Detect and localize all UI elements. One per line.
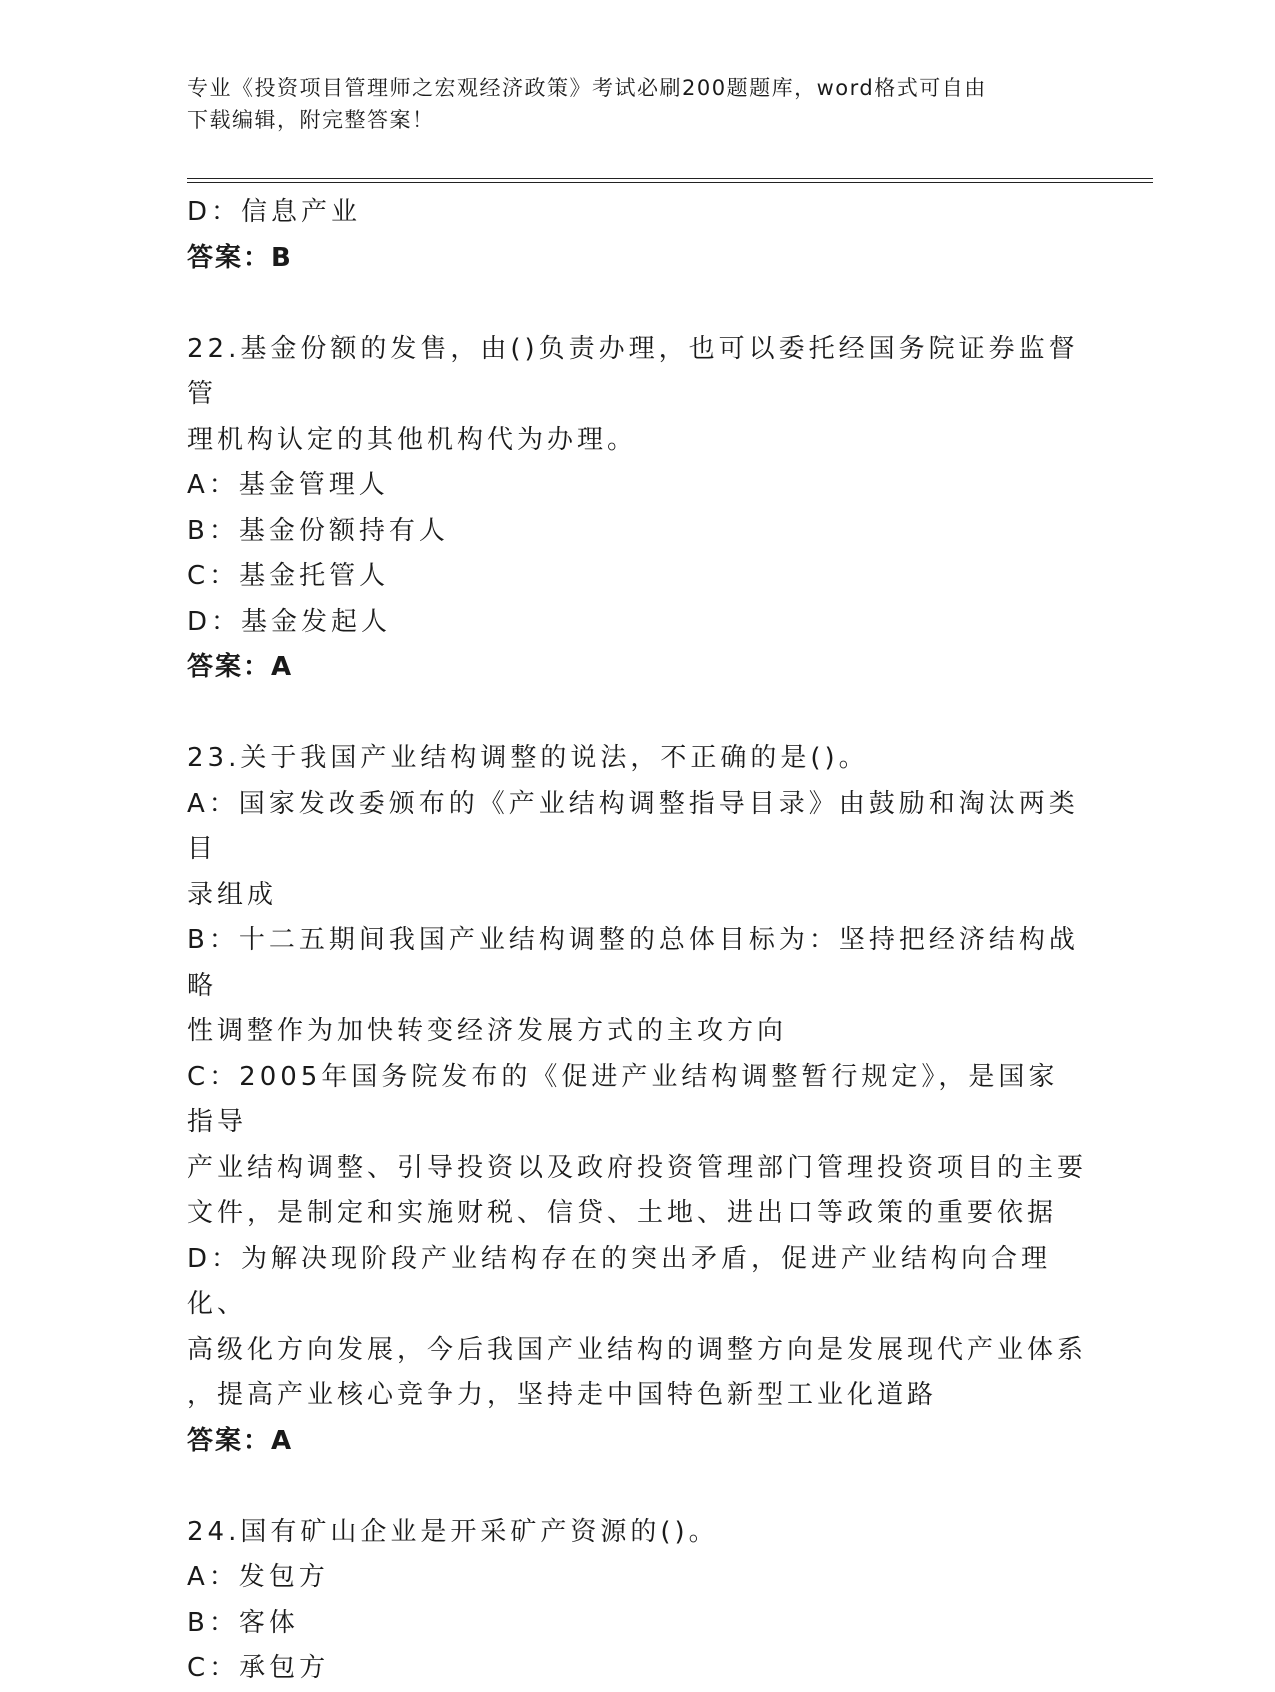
spacer <box>187 691 1087 737</box>
q22-option-a: A：基金管理人 <box>187 470 389 500</box>
q23-stem: 23.关于我国产业结构调整的说法，不正确的是()。 <box>187 743 869 773</box>
header-rule-top <box>187 178 1153 179</box>
q22-answer: 答案：A <box>187 652 294 682</box>
q23-option-c-line-2: 产业结构调整、引导投资以及政府投资管理部门管理投资项目的主要 <box>187 1152 1088 1183</box>
q24-option-c: C：承包方 <box>187 1653 330 1683</box>
q23-option-a-line-2: 录组成 <box>187 879 278 910</box>
document-body <box>187 190 1087 1692</box>
prev-option-d: D：信息产业 <box>187 197 362 227</box>
q23-option-b-line-2: 性调整作为加快转变经济发展方式的主攻方向 <box>187 1016 788 1046</box>
q24-stem: 24.国有矿山企业是开采矿产资源的()。 <box>187 1516 719 1547</box>
spacer <box>187 1464 1087 1510</box>
prev-answer: 答案：B <box>187 242 293 273</box>
q23-option-d-line-1: D：为解决现阶段产业结构存在的突出矛盾，促进产业结构向合理化、 <box>187 1243 1052 1319</box>
q23-option-a-line-1: A：国家发改委颁布的《产业结构调整指导目录》由鼓励和淘汰两类目 <box>187 788 1079 864</box>
q23-option-c-line-3: 文件，是制定和实施财税、信贷、土地、进出口等政策的重要依据 <box>187 1198 1058 1228</box>
q23-option-d-line-2: 高级化方向发展，今后我国产业结构的调整方向是发展现代产业体系 <box>187 1334 1088 1365</box>
header-rule-bottom <box>187 182 1153 183</box>
q22-stem-line-2: 理机构认定的其他机构代为办理。 <box>187 424 638 455</box>
q22-option-c: C：基金托管人 <box>187 561 390 591</box>
q22-option-b: B：基金份额持有人 <box>187 515 449 546</box>
q23-option-b-line-1: B：十二五期间我国产业结构调整的总体目标为：坚持把经济结构战略 <box>187 925 1079 1001</box>
q24-option-b: B：客体 <box>187 1607 299 1638</box>
document-header <box>187 72 1087 136</box>
spacer <box>187 281 1087 327</box>
header-line-1: 专业《投资项目管理师之宏观经济政策》考试必刷200题题库，word格式可自由 <box>187 76 987 100</box>
q23-option-d-line-3: ，提高产业核心竞争力，坚持走中国特色新型工业化道路 <box>187 1380 938 1410</box>
q24-option-a: A：发包方 <box>187 1562 329 1592</box>
q23-answer: 答案：A <box>187 1425 294 1456</box>
q22-stem-line-1: 22.基金份额的发售，由()负责办理，也可以委托经国务院证券监督管 <box>187 333 1079 409</box>
q23-option-c-line-1: C：2005年国务院发布的《促进产业结构调整暂行规定》，是国家指导 <box>187 1061 1059 1137</box>
q22-option-d: D：基金发起人 <box>187 606 392 637</box>
header-line-2: 下载编辑，附完整答案！ <box>187 108 435 132</box>
